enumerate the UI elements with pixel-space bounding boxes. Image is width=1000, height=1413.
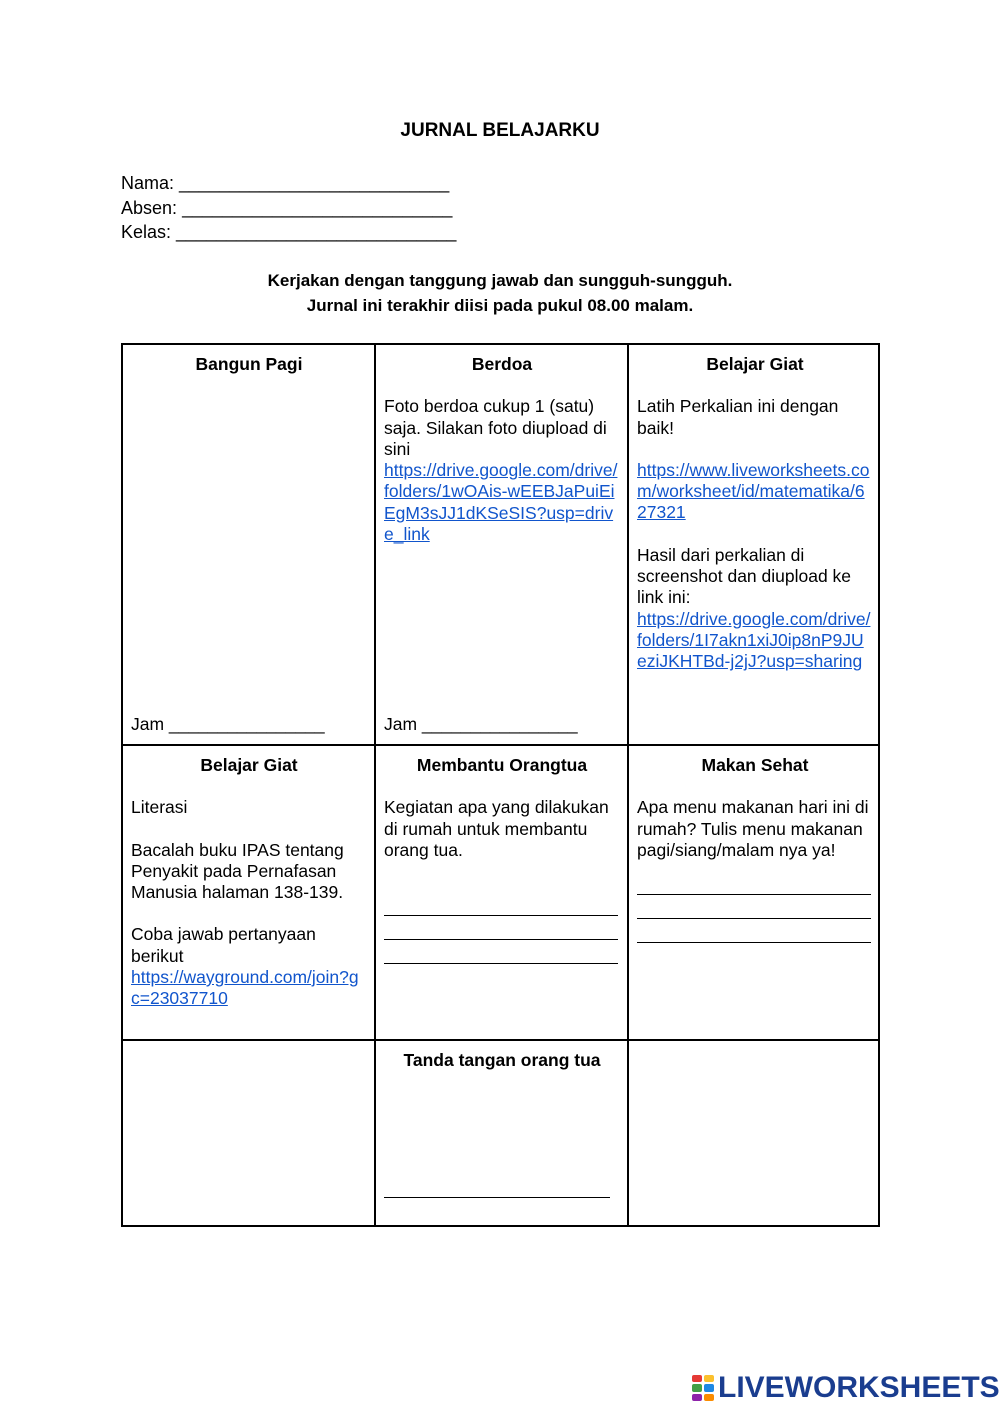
answer-line[interactable]: [637, 871, 871, 895]
absen-blank[interactable]: ___________________________: [182, 197, 453, 218]
logo-text: LIVEWORKSHEETS: [718, 1371, 1000, 1404]
liveworksheets-logo-icon: [692, 1375, 714, 1401]
nama-label: Nama:: [121, 173, 175, 193]
cell-title: Makan Sehat: [701, 755, 809, 775]
cell-berdoa: [376, 345, 628, 745]
cell-belajar-giat-1: [629, 345, 881, 745]
cell-text: Latih Perkalian ini dengan baik!: [637, 396, 839, 438]
absen-field[interactable]: [121, 196, 456, 221]
kelas-blank[interactable]: ____________________________: [176, 222, 457, 242]
kelas-label: Kelas:: [121, 222, 172, 242]
cell-text: Kegiatan apa yang dilakukan di rumah untuk membantu orang tua.: [384, 797, 609, 860]
cell-text: Hasil dari perkalian di screenshot dan diupload ke link ini:: [637, 544, 852, 608]
logo-block: [704, 1375, 714, 1382]
cell-membantu-orangtua: [376, 746, 628, 1040]
cell-text: Foto berdoa cukup 1 (satu) saja. Silakan foto diupload di sini: [384, 396, 607, 459]
upload-photo-link[interactable]: https://drive.google.com/drive/folders/1wOAis-wEEBJaPuiEiEgM3sJJ1dKSeSIS?usp=drive_link: [384, 460, 618, 545]
logo-block: [692, 1384, 702, 1391]
jam-field[interactable]: Jam ________________: [384, 714, 578, 734]
instruction-line-2: Jurnal ini terakhir diisi pada pukul 08.00 malam.: [306, 296, 694, 315]
cell-empty-left: [123, 1041, 375, 1227]
answer-line[interactable]: [384, 892, 618, 916]
cell-title: Bangun Pagi: [195, 354, 303, 374]
worksheet-title: JURNAL BELAJARKU: [400, 120, 600, 141]
cell-empty-right: [629, 1041, 881, 1227]
answer-line[interactable]: [637, 919, 871, 943]
cell-text: Apa menu makanan hari ini di rumah? Tulis menu makanan pagi/siang/malam nya ya!: [637, 797, 869, 860]
nama-blank[interactable]: ___________________________: [179, 173, 450, 193]
answer-line[interactable]: [384, 940, 618, 964]
logo-block: [692, 1394, 702, 1401]
cell-tanda-tangan: [376, 1041, 628, 1227]
cell-title: Berdoa: [471, 354, 533, 374]
journal-table: [121, 343, 880, 1227]
student-fields: [121, 171, 456, 245]
cell-belajar-giat-2: [123, 746, 375, 1040]
kelas-field[interactable]: [121, 220, 456, 245]
answer-line[interactable]: [384, 916, 618, 940]
cell-bangun-pagi: [123, 345, 375, 745]
absen-label: Absen:: [121, 197, 178, 218]
logo-block: [704, 1384, 714, 1391]
quiz-link[interactable]: https://wayground.com/join?gc=23037710: [131, 967, 359, 1009]
cell-text: Bacalah buku IPAS tentang Penyakit pada Pernafasan Manusia halaman 138-139.: [131, 839, 344, 903]
cell-title: Membantu Orangtua: [416, 755, 588, 775]
upload-screenshot-link[interactable]: https://drive.google.com/drive/folders/1I7akn1xiJ0ip8nP9JUeziJKHTBd-j2jJ?usp=sharing: [637, 608, 871, 672]
cell-makan-sehat: [629, 746, 881, 1040]
cell-title: Tanda tangan orang tua: [403, 1050, 601, 1070]
signature-line[interactable]: [384, 1174, 610, 1198]
cell-text: Coba jawab pertanyaan berikut: [131, 924, 316, 966]
cell-text: Literasi: [131, 797, 188, 818]
answer-line[interactable]: [637, 895, 871, 919]
jam-field[interactable]: Jam ________________: [131, 714, 325, 734]
instructions: [0, 268, 1000, 318]
cell-title: Belajar Giat: [200, 755, 298, 775]
nama-field[interactable]: [121, 171, 456, 196]
instruction-line-1: Kerjakan dengan tanggung jawab dan sungguh-sungguh.: [267, 271, 733, 290]
logo-block: [704, 1394, 714, 1401]
logo-block: [692, 1375, 702, 1382]
worksheet-link[interactable]: https://www.liveworksheets.com/worksheet/id/matematika/627321: [637, 459, 870, 523]
cell-title: Belajar Giat: [706, 354, 804, 374]
liveworksheets-logo: [692, 1370, 1000, 1406]
